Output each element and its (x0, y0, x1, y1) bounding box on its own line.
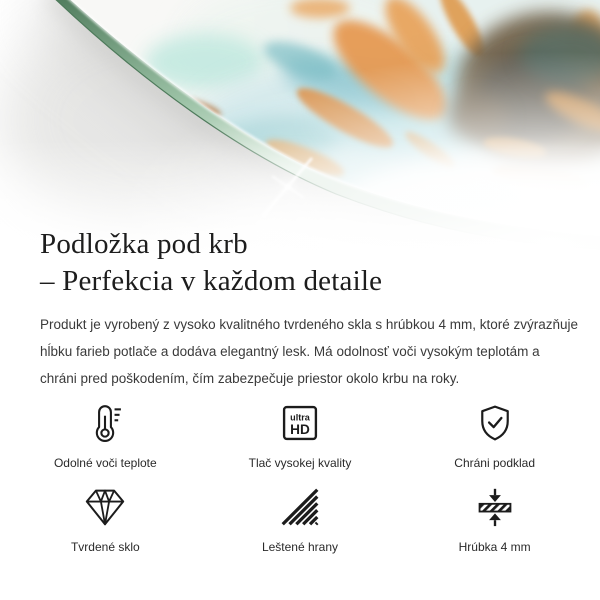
shield-check-icon (475, 400, 515, 446)
thickness-icon (475, 484, 515, 530)
page-title-line1: Podložka pod krb (40, 228, 248, 260)
feature-protects-surface (397, 400, 592, 470)
ultra-hd-icon-text-top: ultra (290, 412, 310, 423)
feature-grid (0, 400, 600, 554)
product-description: Produkt je vyrobený z vysoko kvalitného tvrdeného skla s hrúbkou 4 mm, ktoré zvýrazňuje hĺbku farieb potlače a dodáva elegantný lesk. Má odolnosť voči vysokým teplotám a chráni pred poškodením, čím zabezpečuje priestor okolo krbu na roky. (40, 317, 579, 386)
feature-label: Tvrdené sklo (70, 540, 140, 554)
feature-thickness (397, 484, 592, 554)
feature-label: Hrúbka 4 mm (458, 540, 531, 554)
feature-label: Tlač vysokej kvality (248, 456, 352, 470)
page-title-line2: – Perfekcia v každom detaile (40, 265, 383, 297)
ultra-hd-icon-text-bottom: HD (290, 421, 310, 437)
feature-heat-resistant (8, 400, 203, 470)
ultra-hd-icon (280, 400, 320, 446)
feature-label: Leštené hrany (261, 540, 339, 554)
polished-edges-icon (280, 484, 320, 530)
diamond-icon (83, 484, 127, 530)
feature-print-quality (203, 400, 398, 470)
page-title (40, 226, 382, 300)
feature-label: Chráni podklad (454, 456, 536, 470)
feature-label: Odolné voči teplote (53, 456, 157, 470)
thermometer-icon (85, 400, 125, 446)
feature-tempered-glass (8, 484, 203, 554)
feature-polished-edges (203, 484, 398, 554)
